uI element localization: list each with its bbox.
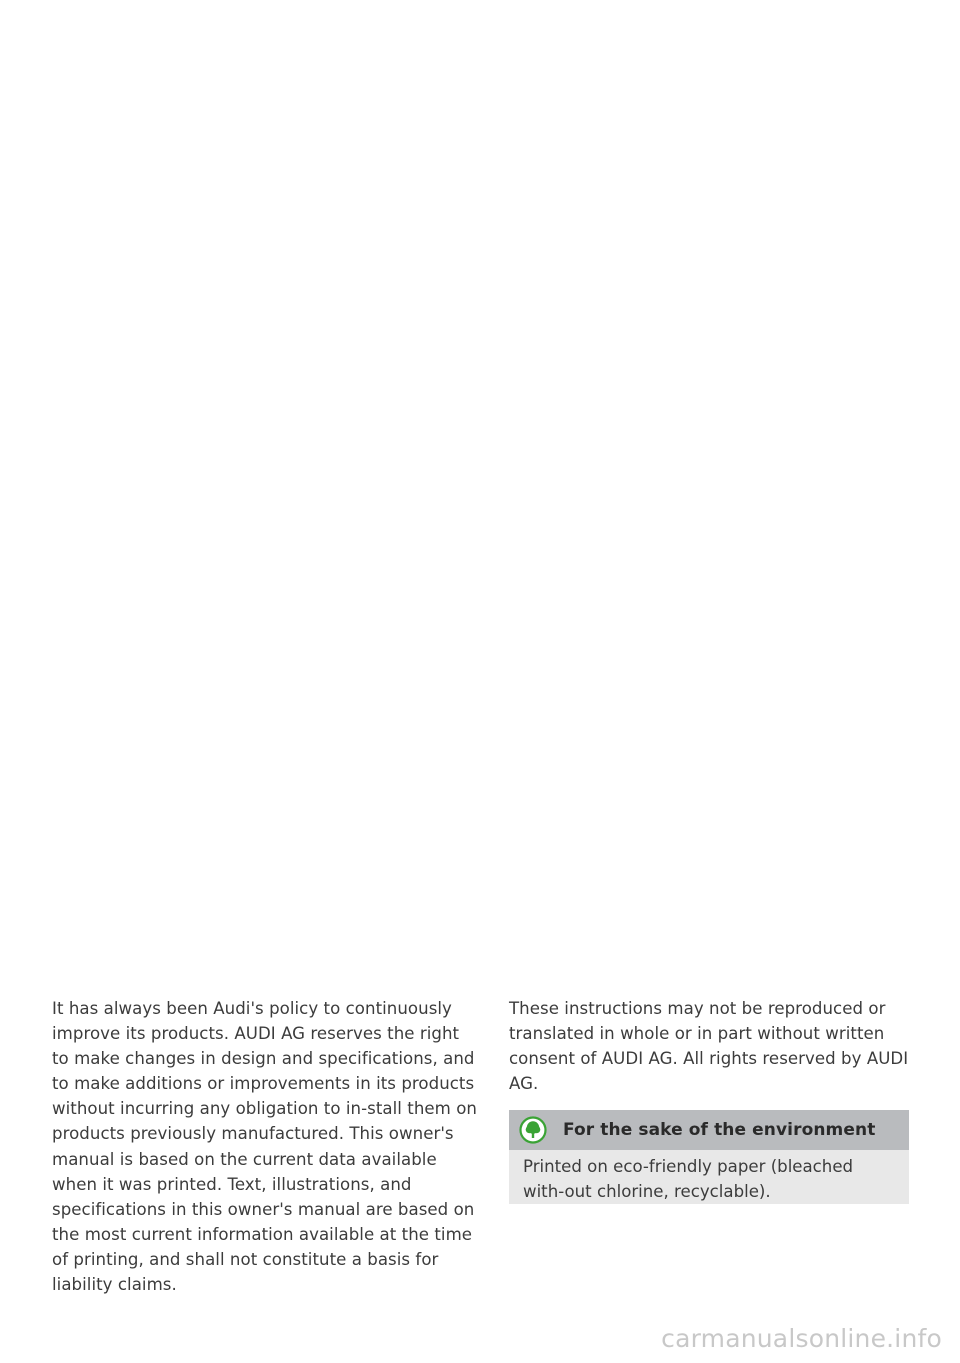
- left-column: [52, 996, 480, 1297]
- environment-note-text: Printed on eco-friendly paper (bleached with-out chlorine, recyclable).: [523, 1157, 854, 1201]
- policy-paragraph: It has always been Audi's policy to continuously improve its products. AUDI AG reserves the right to make changes in design and specifications, and to make additions or improvements in its products without incurring any obligation to in-stall them on products previously manufactured. This owner's manual is based on the current data available when it was printed. Text, illustrations, and specifications in this owner's manual are based on the most current information available at the time of printing, and shall not constitute a basis for liability claims.: [52, 999, 477, 1295]
- environment-note-box: [509, 1110, 909, 1204]
- environment-note-header: [509, 1110, 909, 1150]
- environment-note-title: For the sake of the environment: [563, 1120, 876, 1140]
- watermark: carmanualsonline.info: [661, 1324, 942, 1353]
- right-column: [509, 996, 909, 1096]
- copyright-paragraph: These instructions may not be reproduced or translated in whole or in part without written consent of AUDI AG. All rights reserved by AUDI AG.: [509, 999, 909, 1094]
- tree-icon: [519, 1116, 547, 1144]
